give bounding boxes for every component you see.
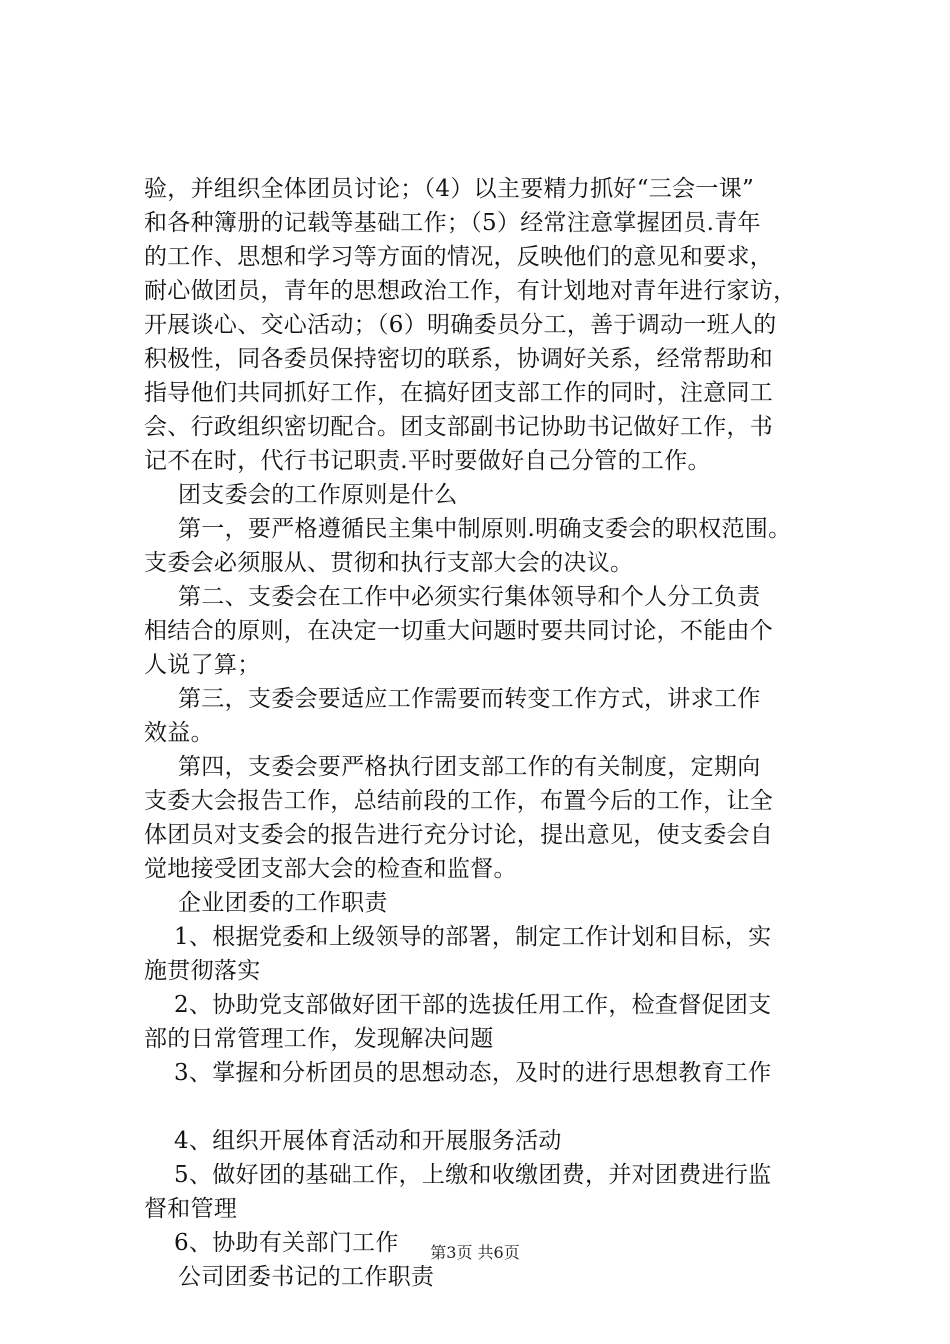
list-item: 2、协助党支部做好团干部的选拔任用工作，检查督促团支 — [174, 992, 772, 1018]
text-line: 第三，支委会要适应工作需要而转变工作方式，讲求工作 — [178, 686, 761, 712]
document-body — [144, 172, 834, 1294]
text-line: 耐心做团员，青年的思想政治工作，有计划地对青年进行家访， — [144, 278, 797, 304]
section-heading: 企业团委的工作职责 — [178, 890, 388, 916]
text-line: 部的日常管理工作，发现解决问题 — [144, 1026, 494, 1052]
list-item: 3、掌握和分析团员的思想动态，及时的进行思想教育工作 — [174, 1060, 772, 1086]
text-line: 的工作、思想和学习等方面的情况，反映他们的意见和要求， — [144, 244, 774, 270]
text-line: 指导他们共同抓好工作，在搞好团支部工作的同时，注意同工 — [144, 380, 774, 406]
text-line: 人说了算； — [144, 652, 261, 678]
text-line: 第二、支委会在工作中必须实行集体领导和个人分工负责 — [178, 584, 761, 610]
blank-line — [144, 1090, 834, 1124]
section-heading: 公司团委书记的工作职责 — [178, 1264, 435, 1290]
text-line: 和各种簿册的记载等基础工作；（5）经常注意掌握团员.青年 — [144, 210, 761, 236]
list-item: 5、做好团的基础工作，上缴和收缴团费，并对团费进行监 — [174, 1162, 772, 1188]
text-line: 支委大会报告工作，总结前段的工作，布置今后的工作，让全 — [144, 788, 774, 814]
page-number: 第3页 共6页 — [430, 1243, 520, 1262]
page-footer — [0, 1243, 950, 1263]
text-line: 相结合的原则，在决定一切重大问题时要共同讨论，不能由个 — [144, 618, 774, 644]
text-line: 效益。 — [144, 720, 214, 746]
list-item: 4、组织开展体育活动和开展服务活动 — [174, 1128, 562, 1154]
text-line: 觉地接受团支部大会的检查和监督。 — [144, 856, 517, 882]
text-line: 验，并组织全体团员讨论；（4）以主要精力抓好“三会一课” — [144, 176, 755, 202]
text-line: 记不在时，代行书记职责.平时要做好自己分管的工作。 — [144, 448, 711, 474]
section-heading: 团支委会的工作原则是什么 — [178, 482, 458, 508]
text-line: 体团员对支委会的报告进行充分讨论，提出意见，使支委会自 — [144, 822, 774, 848]
text-line: 第四，支委会要严格执行团支部工作的有关制度，定期向 — [178, 754, 761, 780]
list-item: 1、根据党委和上级领导的部署，制定工作计划和目标，实 — [174, 924, 772, 950]
text-line: 积极性，同各委员保持密切的联系，协调好关系，经常帮助和 — [144, 346, 774, 372]
text-line: 督和管理 — [144, 1196, 238, 1222]
list-item: 6、协助有关部门工作 — [174, 1230, 399, 1256]
text-line: 开展谈心、交心活动；（6）明确委员分工，善于调动一班人的 — [144, 312, 777, 338]
text-line: 第一，要严格遵循民主集中制原则.明确支委会的职权范围。 — [178, 516, 792, 542]
text-line: 施贯彻落实 — [144, 958, 261, 984]
text-line: 支委会必须服从、贯彻和执行支部大会的决议。 — [144, 550, 634, 576]
text-line: 会、行政组织密切配合。团支部副书记协助书记做好工作，书 — [144, 414, 774, 440]
